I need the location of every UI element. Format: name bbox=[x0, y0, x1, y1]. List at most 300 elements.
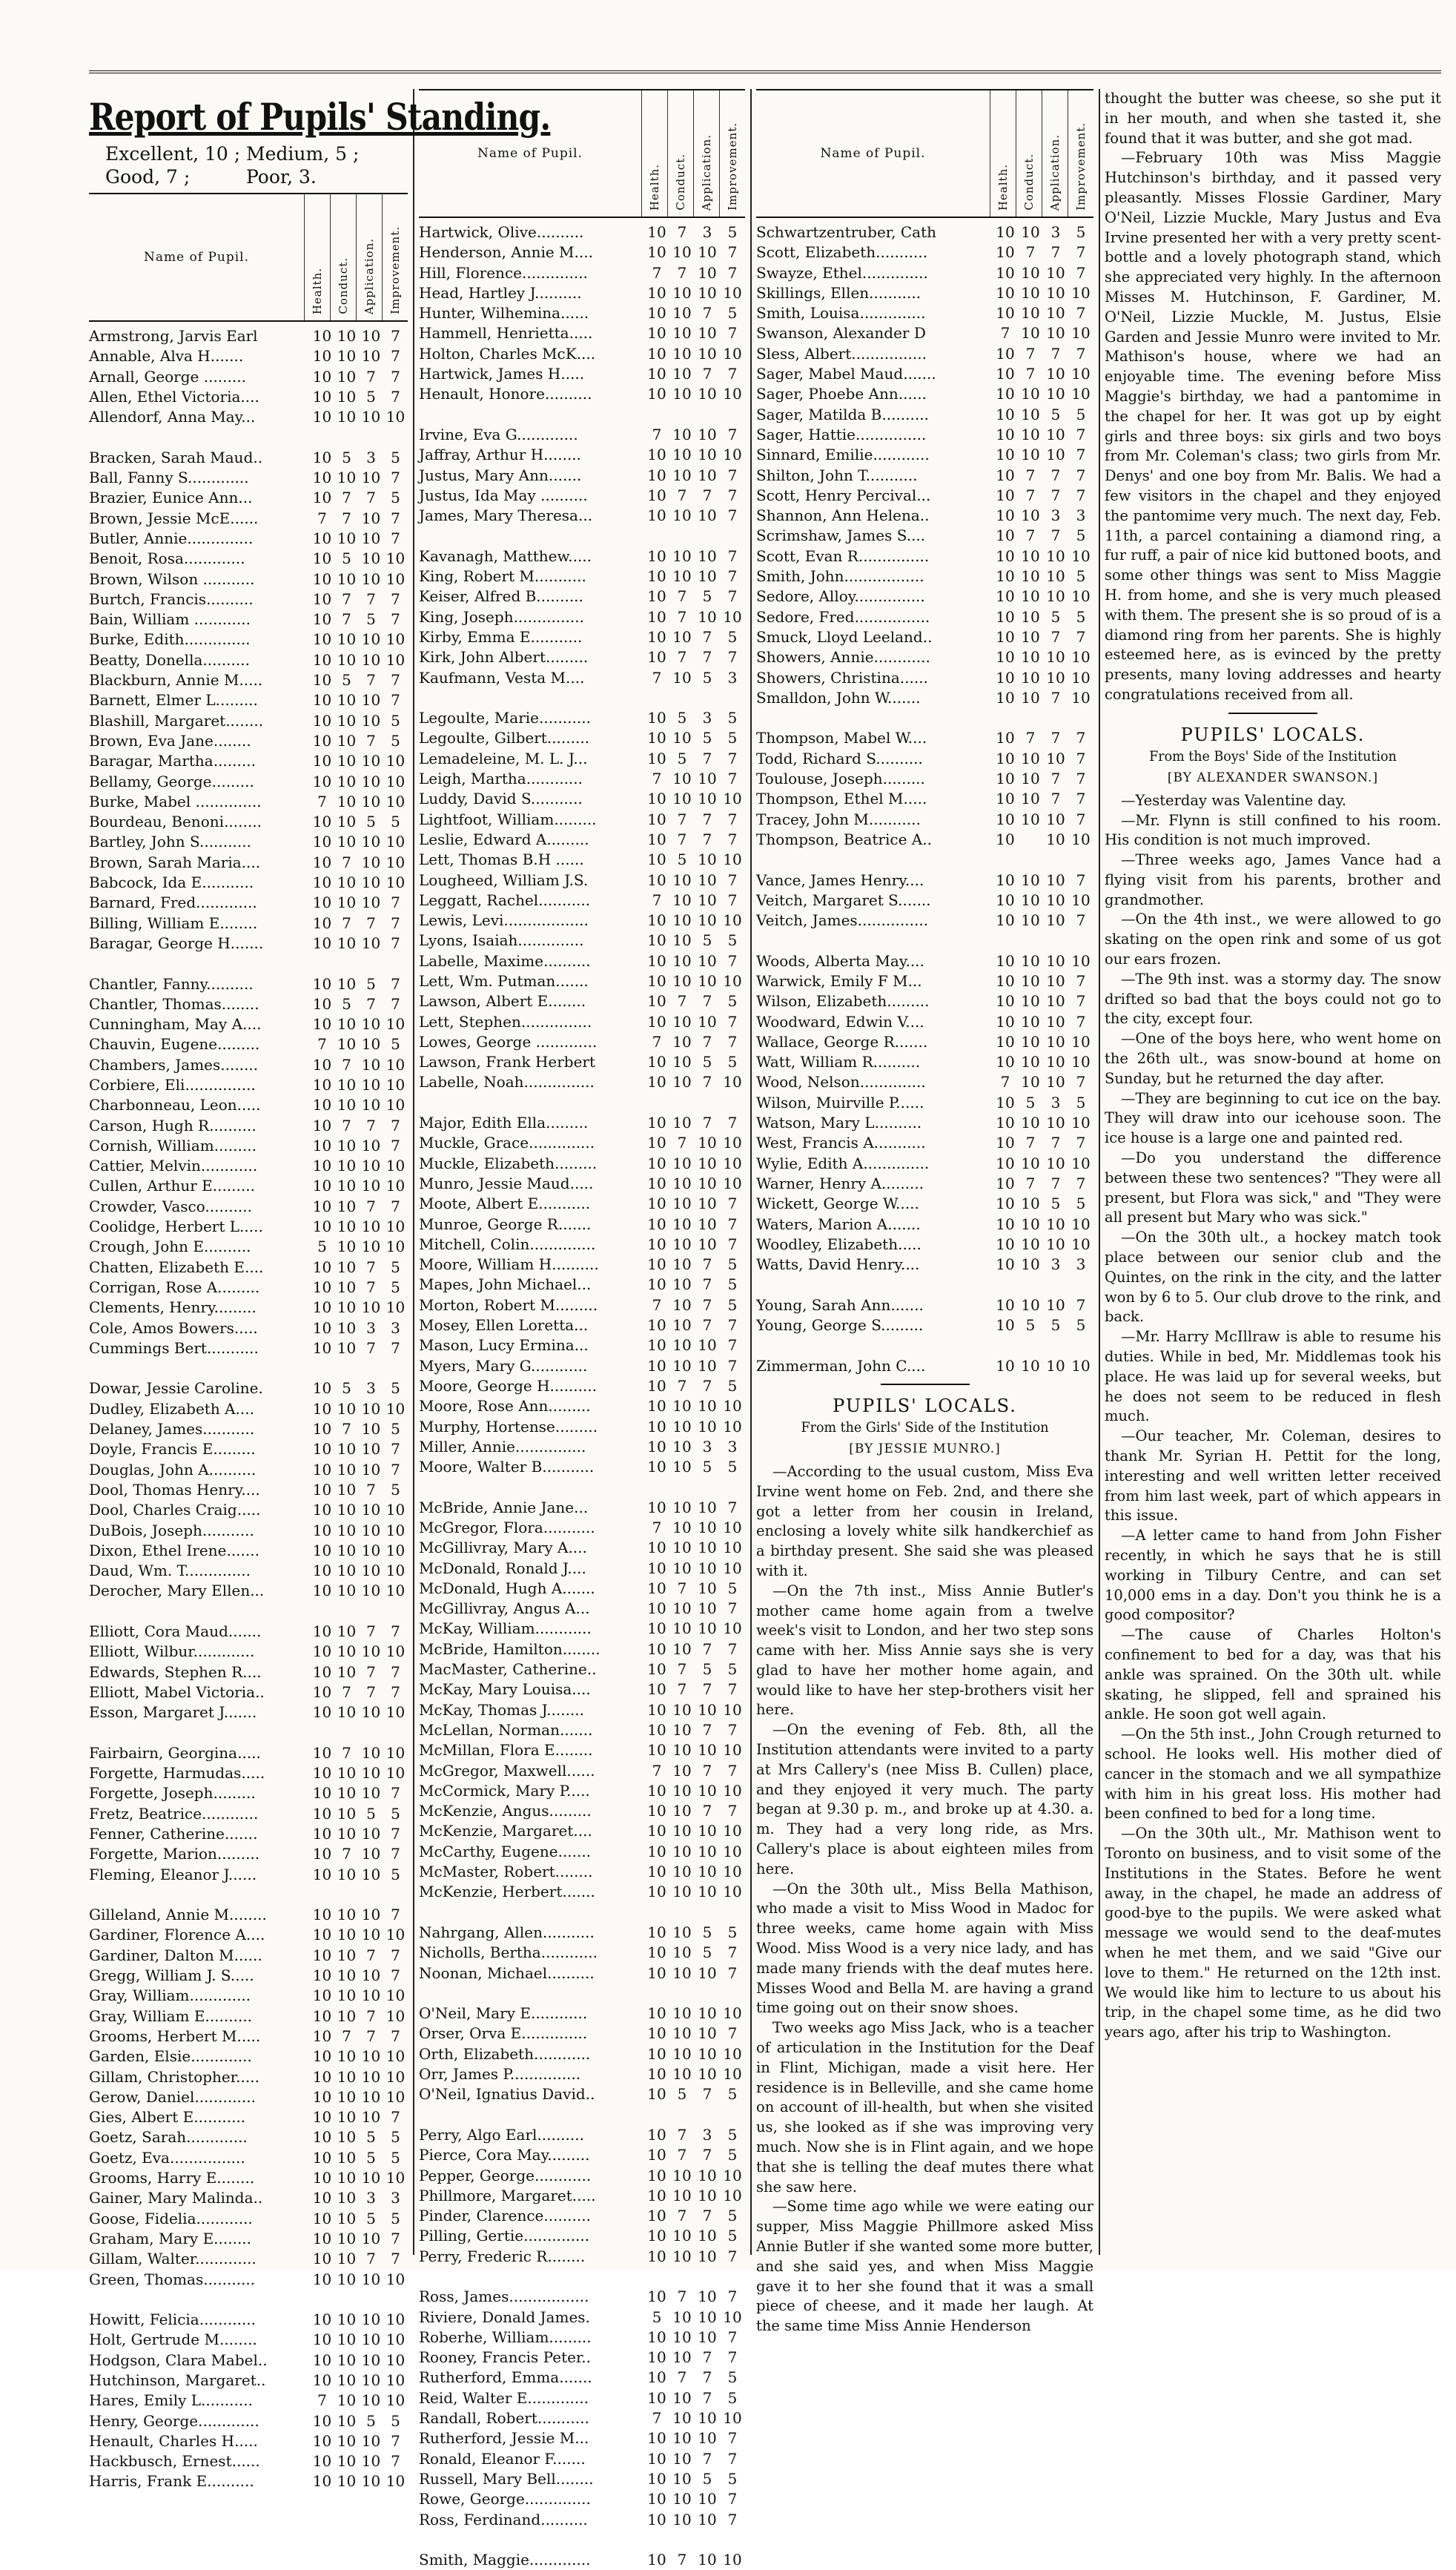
improvement-score: 7 bbox=[391, 1460, 400, 1479]
improvement-score: 10 bbox=[723, 2004, 742, 2023]
application-score: 10 bbox=[698, 607, 717, 626]
conduct-score: 10 bbox=[1021, 506, 1040, 525]
health-score: 10 bbox=[312, 2006, 332, 2025]
health-score: 10 bbox=[647, 2510, 666, 2528]
conduct-score: 10 bbox=[337, 1521, 357, 1539]
application-score: 7 bbox=[366, 671, 376, 690]
application-score: 10 bbox=[361, 934, 381, 952]
pupil-name: Smith, Maggie............. bbox=[419, 2551, 591, 2569]
application-score: 10 bbox=[361, 650, 381, 669]
conduct-score: 10 bbox=[672, 1073, 692, 1091]
table-row bbox=[419, 506, 745, 526]
legend-poor: Poor, 3. bbox=[246, 166, 317, 188]
pupil-name: Moore, George H.......... bbox=[419, 1376, 598, 1395]
health-score: 10 bbox=[996, 992, 1015, 1011]
health-score: 10 bbox=[647, 1458, 666, 1476]
table-row bbox=[419, 1457, 745, 1477]
health-score: 10 bbox=[312, 630, 332, 649]
pupil-name: Thompson, Mabel W.... bbox=[756, 729, 927, 747]
pupil-name: Douglas, John A.......... bbox=[89, 1460, 257, 1479]
conduct-score: 10 bbox=[337, 2371, 357, 2389]
application-score: 10 bbox=[1046, 1154, 1065, 1172]
health-score: 10 bbox=[647, 2449, 666, 2468]
conduct-score: 5 bbox=[677, 709, 687, 727]
improvement-score: 7 bbox=[727, 567, 738, 586]
application-score: 7 bbox=[1050, 1134, 1061, 1152]
conduct-score: 10 bbox=[672, 506, 692, 525]
health-score: 10 bbox=[312, 711, 332, 730]
health-score: 10 bbox=[312, 1642, 332, 1661]
conduct-score: 7 bbox=[677, 2368, 687, 2387]
application-score: 10 bbox=[361, 1035, 381, 1054]
health-score: 10 bbox=[647, 2490, 666, 2508]
conduct-score: 10 bbox=[337, 1703, 357, 1722]
conduct-score: 10 bbox=[337, 2148, 357, 2167]
improvement-score: 7 bbox=[1076, 971, 1086, 990]
pupil-name: Hartwick, Olive.......... bbox=[419, 223, 584, 241]
health-score: 10 bbox=[312, 1541, 332, 1559]
pupil-name: Corbiere, Eli............... bbox=[89, 1075, 256, 1094]
pupil-name: Elliott, Cora Maud....... bbox=[89, 1622, 262, 1640]
health-score: 10 bbox=[312, 2209, 332, 2227]
conduct-score: 10 bbox=[672, 2004, 692, 2023]
pupil-name: Esson, Margaret J....... bbox=[89, 1703, 257, 1722]
pupil-name: Brown, Jessie McE...... bbox=[89, 509, 259, 527]
improvement-score: 10 bbox=[385, 752, 406, 770]
conduct-score: 10 bbox=[337, 1096, 357, 1114]
health-score: 10 bbox=[647, 2551, 666, 2569]
table-row bbox=[419, 1740, 745, 1760]
health-score: 10 bbox=[647, 1356, 666, 1375]
conduct-score: 10 bbox=[337, 1278, 357, 1296]
table-row bbox=[89, 1763, 408, 1783]
conduct-score: 10 bbox=[337, 893, 357, 912]
improvement-score: 7 bbox=[727, 1720, 738, 1739]
conduct-score: 10 bbox=[337, 2330, 357, 2349]
pupil-name: Henault, Charles H..... bbox=[89, 2431, 258, 2450]
application-score: 7 bbox=[702, 2368, 712, 2387]
improvement-score: 7 bbox=[727, 891, 738, 909]
report-title: Report of Pupils' Standing. bbox=[89, 95, 551, 139]
application-score: 10 bbox=[698, 1883, 717, 1901]
conduct-score: 10 bbox=[1021, 648, 1040, 667]
application-score: 10 bbox=[698, 1195, 717, 1213]
pupil-name: Justus, Mary Ann....... bbox=[419, 466, 582, 484]
conduct-score: 10 bbox=[337, 813, 357, 831]
table-row bbox=[756, 688, 1093, 708]
health-score: 10 bbox=[647, 1822, 666, 1840]
application-score: 10 bbox=[698, 506, 717, 525]
table-row bbox=[419, 1215, 745, 1235]
improvement-score: 7 bbox=[1076, 810, 1086, 828]
conduct-score: 10 bbox=[672, 2469, 692, 2488]
application-score: 10 bbox=[361, 2270, 381, 2288]
table-row bbox=[419, 486, 745, 506]
health-score: 10 bbox=[312, 1096, 332, 1114]
health-score: 10 bbox=[647, 2388, 666, 2407]
application-score: 10 bbox=[1046, 810, 1065, 828]
health-score: 10 bbox=[312, 1379, 332, 1398]
improvement-score: 3 bbox=[1076, 1255, 1086, 1274]
conduct-score: 10 bbox=[337, 2087, 357, 2106]
health-score: 10 bbox=[647, 2227, 666, 2245]
conduct-score: 10 bbox=[672, 951, 692, 970]
table-row bbox=[89, 1055, 408, 1075]
table-row bbox=[419, 1154, 745, 1174]
application-score: 3 bbox=[702, 1437, 712, 1456]
table-row bbox=[89, 346, 408, 366]
paragraph: —On the 30th ult., a hockey match took place between our senior club and the Quintes, on the rink in the city, and the latter won by 6 to 5. Our club drove to the rink, and back. bbox=[1105, 1229, 1441, 1326]
conduct-score: 10 bbox=[1021, 749, 1040, 767]
application-score: 7 bbox=[702, 1114, 712, 1132]
pupil-name: Babcock, Ida E........... bbox=[89, 873, 254, 892]
application-score: 10 bbox=[361, 529, 381, 547]
table-row bbox=[89, 407, 408, 427]
pupil-name: Nahrgang, Allen........... bbox=[419, 1923, 595, 1941]
conduct-score: 10 bbox=[1021, 790, 1040, 808]
pupil-name: Cole, Amos Bowers..... bbox=[89, 1318, 258, 1337]
conduct-score: 10 bbox=[672, 1235, 692, 1253]
conduct-score: 7 bbox=[342, 853, 351, 871]
table-row bbox=[756, 810, 1093, 830]
row-gap bbox=[756, 931, 1093, 951]
conduct-score: 10 bbox=[337, 1218, 357, 1236]
table-row bbox=[89, 2351, 408, 2371]
table-row bbox=[756, 749, 1093, 769]
pupil-name: Brown, Sarah Maria.... bbox=[89, 853, 261, 871]
application-score: 10 bbox=[361, 792, 381, 810]
pupil-name: Dool, Thomas Henry.... bbox=[89, 1480, 260, 1499]
table-row bbox=[756, 991, 1093, 1011]
health-score: 10 bbox=[647, 749, 666, 767]
health-score: 10 bbox=[312, 1562, 332, 1580]
conduct-score: 10 bbox=[1021, 263, 1040, 282]
pupil-name: Thompson, Beatrice A.. bbox=[756, 830, 932, 848]
conduct-score: 10 bbox=[337, 1440, 357, 1459]
row-gap bbox=[419, 526, 745, 546]
health-score: 10 bbox=[312, 1460, 332, 1479]
pupil-name: Holt, Gertrude M........ bbox=[89, 2330, 257, 2349]
application-score: 10 bbox=[698, 344, 717, 363]
improvement-score: 10 bbox=[723, 790, 742, 808]
health-score: 10 bbox=[312, 1865, 332, 1883]
conduct-score: 10 bbox=[672, 2429, 692, 2448]
pupil-name: Lemadeleine, M. L. J... bbox=[419, 749, 588, 767]
health-score: 10 bbox=[647, 283, 666, 302]
row-gap bbox=[419, 1477, 745, 1497]
table-row bbox=[756, 728, 1093, 748]
pupil-name: Pierce, Cora May......... bbox=[419, 2146, 590, 2164]
conduct-score: 10 bbox=[672, 1863, 692, 1881]
pupil-name: Goetz, Sarah............. bbox=[89, 2128, 248, 2147]
health-score: 10 bbox=[312, 731, 332, 750]
pupil-name: Charbonneau, Leon..... bbox=[89, 1096, 261, 1114]
health-score: 10 bbox=[312, 1399, 332, 1418]
conduct-score: 10 bbox=[337, 1986, 357, 2005]
health-score: 10 bbox=[996, 1356, 1015, 1375]
application-score: 10 bbox=[698, 1539, 717, 1557]
improvement-score: 5 bbox=[727, 1295, 738, 1314]
table-row bbox=[89, 2330, 408, 2350]
conduct-score: 10 bbox=[672, 365, 692, 383]
conduct-score: 10 bbox=[337, 2431, 357, 2450]
application-score: 7 bbox=[702, 1073, 712, 1091]
health-score: 10 bbox=[996, 1316, 1015, 1335]
application-score: 10 bbox=[698, 466, 717, 484]
header-name: Name of Pupil. bbox=[477, 146, 583, 161]
header-improvement: Improvement. bbox=[382, 194, 408, 320]
improvement-score: 7 bbox=[391, 691, 400, 710]
conduct-score: 10 bbox=[672, 1255, 692, 1274]
improvement-score: 10 bbox=[723, 1174, 742, 1192]
application-score: 10 bbox=[1046, 1356, 1065, 1375]
table-row bbox=[419, 627, 745, 647]
application-score: 5 bbox=[702, 668, 712, 687]
table-row bbox=[89, 792, 408, 812]
improvement-score: 10 bbox=[1071, 1154, 1091, 1172]
conduct-score: 10 bbox=[672, 1336, 692, 1355]
health-score: 10 bbox=[312, 1662, 332, 1681]
table-row bbox=[89, 853, 408, 873]
pupil-rows bbox=[756, 222, 1093, 1376]
table-row bbox=[419, 1801, 745, 1821]
health-score: 10 bbox=[996, 1053, 1015, 1071]
health-score: 10 bbox=[312, 1824, 332, 1843]
conduct-score: 10 bbox=[337, 974, 357, 993]
application-score: 10 bbox=[698, 2551, 717, 2569]
improvement-score: 7 bbox=[391, 1662, 400, 1681]
table-row bbox=[89, 1824, 408, 1844]
improvement-score: 10 bbox=[385, 1399, 406, 1418]
improvement-score: 10 bbox=[723, 1842, 742, 1860]
table-row bbox=[419, 1963, 745, 1983]
table-row bbox=[89, 994, 408, 1014]
table-row bbox=[89, 2107, 408, 2127]
table-row bbox=[89, 1034, 408, 1054]
pupil-name: Burtch, Francis.......... bbox=[89, 589, 254, 608]
pupil-name: Keiser, Alfred B.......... bbox=[419, 587, 583, 606]
table-row bbox=[89, 2047, 408, 2067]
pupil-name: Chantler, Fanny.......... bbox=[89, 974, 254, 993]
health-score: 10 bbox=[996, 1114, 1015, 1132]
health-score: 10 bbox=[996, 1012, 1015, 1031]
paragraph: —One of the boys here, who went home on the 26th ult., was snow-bound at home on Sunday, but he returned the day after. bbox=[1105, 1030, 1441, 1087]
improvement-score: 10 bbox=[385, 1764, 406, 1783]
table-row bbox=[89, 893, 408, 913]
conduct-score: 7 bbox=[1025, 1174, 1036, 1192]
pupil-name: Baragar, George H....... bbox=[89, 934, 264, 952]
table-row bbox=[89, 1318, 408, 1338]
health-score: 10 bbox=[996, 466, 1015, 484]
application-score: 7 bbox=[366, 2250, 376, 2268]
conduct-score: 10 bbox=[1021, 607, 1040, 626]
application-score: 10 bbox=[361, 772, 381, 790]
improvement-score: 7 bbox=[1076, 1134, 1086, 1152]
application-score: 7 bbox=[366, 2026, 376, 2045]
improvement-score: 10 bbox=[385, 1521, 406, 1539]
improvement-score: 7 bbox=[727, 1802, 738, 1820]
application-score: 10 bbox=[1046, 283, 1065, 302]
table-row bbox=[756, 627, 1093, 647]
table-row bbox=[419, 2510, 745, 2530]
paragraph: —A letter came to hand from John Fisher recently, in which he says that he is still working in Tilbury Centre, and can set 10,000 ems in a day. Don't you think he is a good compositor? bbox=[1105, 1527, 1441, 1624]
pupil-name: Beatty, Donella.......... bbox=[89, 650, 250, 669]
table-row bbox=[89, 2431, 408, 2451]
application-score: 10 bbox=[1046, 385, 1065, 403]
conduct-score: 10 bbox=[337, 2108, 357, 2127]
pupil-name: Moote, Albert E........... bbox=[419, 1195, 591, 1213]
paragraph: —According to the usual custom, Miss Eva Irvine went home on Feb. 2nd, and there she got a letter from her cousin in Ireland, enclosing a lovely white silk handkerchief as a birthday present. She said she was pleased with it. bbox=[756, 1462, 1093, 1579]
health-score: 10 bbox=[312, 1986, 332, 2005]
girls-locals-byline: [BY JESSIE MUNRO.] bbox=[849, 1441, 1001, 1456]
health-score: 10 bbox=[312, 2026, 332, 2045]
improvement-score: 7 bbox=[1076, 1073, 1086, 1091]
health-score: 10 bbox=[312, 1480, 332, 1499]
health-score: 10 bbox=[312, 367, 332, 386]
table-row bbox=[89, 650, 408, 670]
improvement-score: 5 bbox=[727, 2469, 738, 2488]
conduct-score: 10 bbox=[337, 934, 357, 952]
row-gap bbox=[89, 1885, 408, 1905]
improvement-score: 5 bbox=[727, 627, 738, 646]
table-row bbox=[756, 971, 1093, 991]
pupil-name: Arnall, George ......... bbox=[89, 367, 246, 386]
application-score: 10 bbox=[1046, 304, 1065, 323]
table-row bbox=[89, 1075, 408, 1095]
pupil-name: McKenzie, Angus......... bbox=[419, 1802, 592, 1820]
conduct-score: 10 bbox=[337, 1035, 357, 1054]
application-score: 7 bbox=[1050, 729, 1061, 747]
conduct-score: 10 bbox=[1021, 1356, 1040, 1375]
conduct-score: 10 bbox=[672, 243, 692, 262]
health-score: 10 bbox=[312, 448, 332, 466]
health-score: 10 bbox=[647, 1154, 666, 1172]
health-score: 7 bbox=[1000, 1073, 1010, 1091]
header-conduct: Conduct. bbox=[1016, 90, 1042, 217]
table-row bbox=[756, 222, 1093, 242]
application-score: 10 bbox=[1046, 992, 1065, 1011]
health-score: 10 bbox=[647, 1619, 666, 1638]
conduct-score: 10 bbox=[672, 2044, 692, 2063]
application-score: 10 bbox=[361, 1218, 381, 1236]
pupil-name: Coolidge, Herbert L..... bbox=[89, 1218, 263, 1236]
improvement-score: 10 bbox=[723, 850, 742, 869]
pupil-name: McGregor, Flora........... bbox=[419, 1519, 595, 1536]
pupil-name: Dowar, Jessie Caroline. bbox=[89, 1379, 263, 1398]
table-row bbox=[89, 1662, 408, 1682]
conduct-score: 7 bbox=[677, 648, 687, 667]
application-score: 10 bbox=[361, 691, 381, 710]
improvement-score: 10 bbox=[723, 1741, 742, 1760]
conduct-score: 10 bbox=[672, 1174, 692, 1192]
pupil-name: Forgette, Joseph......... bbox=[89, 1784, 256, 1803]
conduct-score: 10 bbox=[337, 1480, 357, 1499]
pupil-name: McGillivray, Mary A.... bbox=[419, 1539, 587, 1557]
application-score: 10 bbox=[698, 2247, 717, 2265]
table-row bbox=[419, 2145, 745, 2165]
application-score: 10 bbox=[698, 2490, 717, 2508]
legend-good: Good, 7 ; bbox=[105, 166, 191, 188]
table-row bbox=[419, 1781, 745, 1801]
conduct-score: 10 bbox=[337, 833, 357, 851]
health-score: 10 bbox=[312, 873, 332, 892]
improvement-score: 7 bbox=[391, 327, 400, 345]
table-row bbox=[419, 2004, 745, 2024]
paragraph: —The 9th inst. was a stormy day. The snow drifted so bad that the boys could not go to the city, except four. bbox=[1105, 970, 1441, 1028]
row-gap bbox=[419, 1093, 745, 1113]
pupil-name: Cunningham, May A.... bbox=[89, 1015, 262, 1034]
conduct-score: 10 bbox=[337, 1784, 357, 1803]
paragraph: thought the butter was cheese, so she put it in her mouth, and when she tasted it, she found that it was butter, and she got mad. bbox=[1105, 90, 1441, 147]
improvement-score: 7 bbox=[391, 2229, 400, 2247]
improvement-score: 10 bbox=[385, 2270, 406, 2288]
pupil-name: Kirk, John Albert......... bbox=[419, 648, 589, 667]
pupil-name: James, Mary Theresa... bbox=[419, 506, 593, 525]
pupil-name: Smalldon, John W....... bbox=[756, 688, 921, 707]
application-score: 5 bbox=[366, 610, 376, 629]
conduct-score: 7 bbox=[677, 2207, 687, 2225]
table-row bbox=[89, 1116, 408, 1136]
application-score: 10 bbox=[361, 1440, 381, 1459]
health-score: 10 bbox=[647, 1720, 666, 1739]
improvement-score: 10 bbox=[723, 2551, 742, 2569]
health-score: 10 bbox=[312, 1258, 332, 1276]
pupil-name: Brazier, Eunice Ann... bbox=[89, 489, 253, 507]
pupil-name: Gregg, William J. S..... bbox=[89, 1966, 254, 1985]
conduct-score: 10 bbox=[337, 1157, 357, 1175]
pupil-name: Perry, Frederic R........ bbox=[419, 2247, 586, 2265]
application-score: 3 bbox=[1050, 223, 1061, 241]
conduct-score: 5 bbox=[677, 749, 687, 767]
conduct-score: 7 bbox=[342, 914, 351, 932]
table-row bbox=[419, 1052, 745, 1072]
pupil-name: Todd, Richard S.......... bbox=[756, 749, 923, 767]
conduct-score: 5 bbox=[677, 850, 687, 869]
conduct-score: 10 bbox=[337, 1622, 357, 1640]
application-score: 10 bbox=[361, 1845, 381, 1863]
table-row bbox=[419, 1579, 745, 1599]
row-gap bbox=[419, 2105, 745, 2125]
conduct-score: 10 bbox=[337, 1258, 357, 1276]
improvement-score: 10 bbox=[385, 2330, 406, 2349]
health-score: 10 bbox=[647, 1437, 666, 1456]
conduct-score: 10 bbox=[672, 891, 692, 909]
improvement-score: 10 bbox=[723, 971, 742, 990]
application-score: 7 bbox=[702, 1802, 712, 1820]
application-score: 10 bbox=[698, 2166, 717, 2184]
conduct-score: 10 bbox=[672, 1437, 692, 1456]
application-score: 7 bbox=[366, 1662, 376, 1681]
pupil-name: Veitch, James............... bbox=[756, 911, 929, 930]
application-score: 10 bbox=[698, 1559, 717, 1577]
improvement-score: 5 bbox=[391, 1480, 400, 1499]
table-row bbox=[89, 326, 408, 346]
application-score: 3 bbox=[366, 1318, 376, 1337]
pupil-name: Young, Sarah Ann....... bbox=[756, 1295, 924, 1314]
conduct-score: 10 bbox=[672, 283, 692, 302]
table-row bbox=[419, 1235, 745, 1255]
application-score: 7 bbox=[1050, 770, 1061, 788]
table-row bbox=[419, 2408, 745, 2428]
row-gap bbox=[756, 1275, 1093, 1295]
improvement-score: 10 bbox=[723, 1134, 742, 1152]
application-score: 10 bbox=[361, 2047, 381, 2066]
conduct-score: 10 bbox=[337, 1865, 357, 1883]
application-score: 10 bbox=[361, 1966, 381, 1985]
improvement-score: 10 bbox=[723, 607, 742, 626]
application-score: 7 bbox=[366, 1258, 376, 1276]
table-row bbox=[419, 1599, 745, 1619]
